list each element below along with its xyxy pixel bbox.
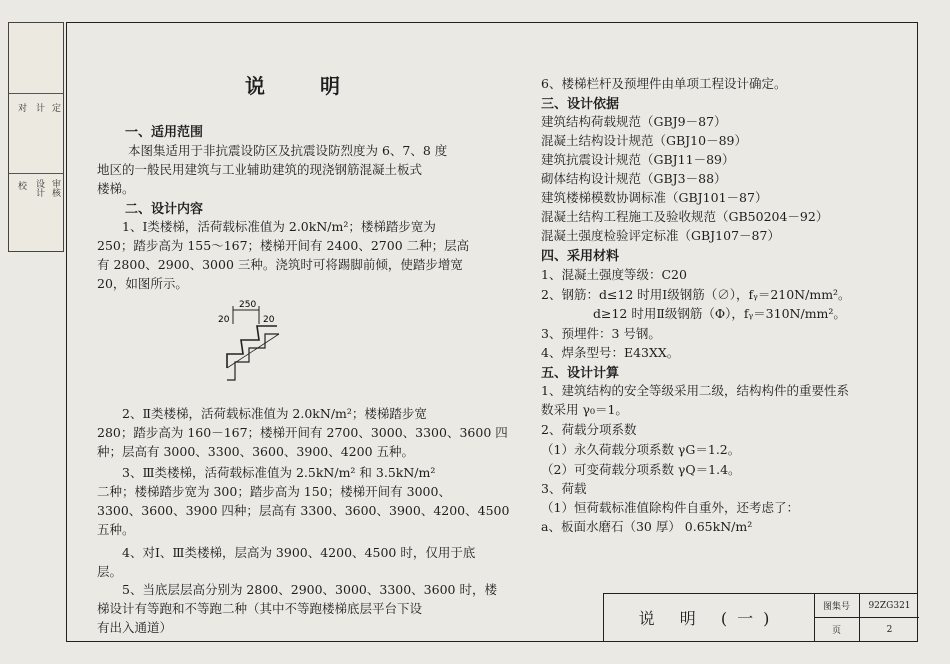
calc-line: 1、建筑结构的安全等级采用二级，结构构件的重要性系 bbox=[541, 383, 849, 398]
content-line: 种；层高有 3000、3300、3600、3900、4200 五种。 bbox=[97, 444, 415, 459]
content-line: 280；踏步高为 160－167；楼梯开间有 2700、3000、3300、3600 四 bbox=[97, 425, 508, 440]
section-heading-calculation: 五、设计计算 bbox=[541, 366, 620, 381]
page-title: 说 明 bbox=[245, 74, 364, 98]
content-line: 有 2800、2900、3000 三种。浇筑时可将踢脚前倾，使踏步增宽 bbox=[97, 257, 463, 272]
strip-label-review: 审核 bbox=[50, 179, 60, 197]
figure-label-20-left: 20 bbox=[218, 315, 230, 325]
section-heading-materials: 四、采用材料 bbox=[541, 249, 620, 264]
title-block-title: 说 明 (一) bbox=[604, 594, 815, 641]
content-line: 5、当底层层高分别为 2800、2900、3000、3300、3600 时，楼 bbox=[122, 582, 497, 597]
content-line: 6、楼梯栏杆及预埋件由单项工程设计确定。 bbox=[541, 76, 787, 91]
content-line: 2、Ⅱ类楼梯，活荷载标准值为 2.0kN/m²；楼梯踏步宽 bbox=[122, 406, 427, 421]
scope-line: 本图集适用于非抗震设防区及抗震设防烈度为 6、7、8 度 bbox=[128, 143, 448, 158]
material-line: 2、钢筋：d≤12 时用Ⅰ级钢筋（∅），fᵧ＝210N/mm²。 bbox=[541, 287, 851, 302]
material-line: d≥12 时用Ⅱ级钢筋（Φ），fᵧ＝310N/mm²。 bbox=[593, 306, 846, 321]
content-line: 1、Ⅰ类楼梯，活荷载标准值为 2.0kN/m²；楼梯踏步宽为 bbox=[122, 219, 436, 234]
content-line: 250；踏步高为 155～167；楼梯开间有 2400、2700 二种；层高 bbox=[97, 238, 470, 253]
section-heading-scope: 一、适用范围 bbox=[125, 125, 204, 140]
scope-line: 楼梯。 bbox=[97, 181, 135, 196]
strip-label-b: 计 bbox=[34, 103, 44, 112]
figure-label-20-right: 20 bbox=[263, 315, 275, 325]
title-block bbox=[603, 593, 918, 642]
content-line: 有出入通道） bbox=[97, 620, 173, 635]
strip-divider bbox=[9, 93, 63, 94]
calc-line: （1）恒荷载标准值除构件自重外，还考虑了： bbox=[541, 500, 799, 515]
strip-label-design: 设计 bbox=[34, 179, 44, 197]
content-line: 4、对Ⅰ、Ⅲ类楼梯，层高为 3900、4200、4500 时，仅用于底 bbox=[122, 545, 476, 560]
atlas-number-label: 图集号 bbox=[814, 594, 860, 618]
content-line: 二种；楼梯踏步宽为 300；踏步高为 150；楼梯开间有 3000、 bbox=[97, 484, 451, 499]
scope-line: 地区的一般民用建筑与工业辅助建筑的现浇钢筋混凝土板式 bbox=[97, 162, 423, 177]
calc-line: a、板面水磨石（30 厚） 0.65kN/m² bbox=[541, 519, 753, 534]
signature-strip bbox=[8, 22, 64, 252]
material-line: 1、混凝土强度等级：C20 bbox=[541, 267, 687, 282]
content-line: 3300、3600、3900 四种；层高有 3300、3600、3900、4200、4500 bbox=[97, 503, 510, 518]
content-line: 梯设计有等跑和不等跑二种（其中不等跑楼梯底层平台下设 bbox=[97, 601, 423, 616]
strip-label-a: 对 bbox=[16, 103, 26, 112]
content-line: 3、Ⅲ类楼梯，活荷载标准值为 2.5kN/m² 和 3.5kN/m² bbox=[122, 465, 436, 480]
material-line: 4、焊条型号：E43XX。 bbox=[541, 345, 680, 360]
atlas-number-value: 92ZG321 bbox=[860, 594, 919, 618]
strip-divider bbox=[9, 173, 63, 174]
standard-line: 混凝土结构设计规范（GBJ10－89） bbox=[541, 133, 747, 148]
calc-line: （2）可变荷载分项系数 γQ＝1.4。 bbox=[541, 462, 741, 477]
standard-line: 混凝土结构工程施工及验收规范（GB50204－92） bbox=[541, 209, 829, 224]
stair-step-figure bbox=[215, 296, 295, 388]
strip-label-check: 校 bbox=[16, 181, 26, 190]
figure-label-250: 250 bbox=[239, 300, 257, 310]
page-label: 页 bbox=[814, 618, 860, 641]
standard-line: 建筑结构荷载规范（GBJ9－87） bbox=[541, 114, 727, 129]
standard-line: 混凝土强度检验评定标准（GBJ107－87） bbox=[541, 228, 780, 243]
section-heading-design-basis: 三、设计依据 bbox=[541, 97, 620, 112]
calc-line: 数采用 γ₀＝1。 bbox=[541, 402, 628, 417]
content-line: 五种。 bbox=[97, 522, 135, 537]
material-line: 3、预埋件：3 号钢。 bbox=[541, 326, 661, 341]
standard-line: 建筑抗震设计规范（GBJ11－89） bbox=[541, 152, 735, 167]
calc-line: （1）永久荷载分项系数 γG＝1.2。 bbox=[541, 442, 741, 457]
section-heading-design-content: 二、设计内容 bbox=[125, 202, 204, 217]
standard-line: 砌体结构设计规范（GBJ3－88） bbox=[541, 171, 727, 186]
calc-line: 2、荷载分项系数 bbox=[541, 422, 637, 437]
strip-label-c: 定 bbox=[50, 103, 60, 112]
standard-line: 建筑楼梯模数协调标准（GBJ101－87） bbox=[541, 190, 768, 205]
page-number-value: 2 bbox=[886, 624, 893, 635]
content-line: 20，如图所示。 bbox=[97, 276, 188, 291]
content-line: 层。 bbox=[97, 564, 123, 579]
calc-line: 3、荷载 bbox=[541, 481, 587, 496]
